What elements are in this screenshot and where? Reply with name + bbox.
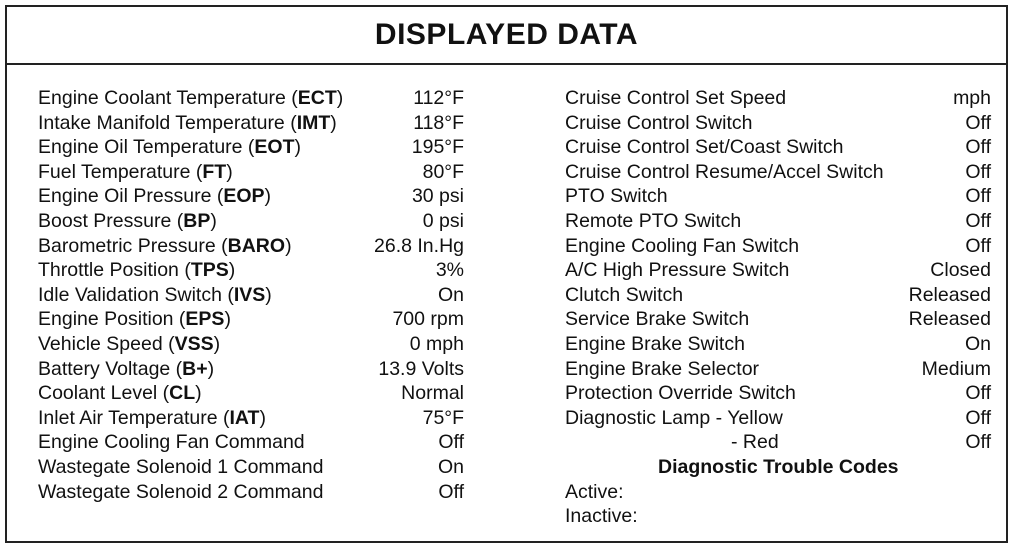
row-label: Idle Validation Switch (IVS) xyxy=(38,283,272,306)
row-value: Released xyxy=(908,308,991,331)
dtc-active-row xyxy=(565,480,991,505)
row-value: Off xyxy=(965,185,991,208)
row-value: 118°F xyxy=(413,111,464,134)
data-row-eop xyxy=(38,184,464,209)
row-value: 13.9 Volts xyxy=(378,357,464,380)
row-label: Intake Manifold Temperature (IMT) xyxy=(38,111,337,134)
data-row-cl xyxy=(38,381,464,406)
row-label: Engine Position (EPS) xyxy=(38,308,231,331)
row-value: Off xyxy=(965,111,991,134)
data-row-iat xyxy=(38,406,464,431)
row-label: Service Brake Switch xyxy=(565,308,750,331)
row-label: Remote PTO Switch xyxy=(565,209,742,232)
row-label: Engine Cooling Fan Switch xyxy=(565,234,800,257)
data-row-cruise-set-speed xyxy=(565,86,991,111)
row-value: Off xyxy=(965,160,991,183)
row-label: A/C High Pressure Switch xyxy=(565,259,790,282)
data-row-wastegate-1 xyxy=(38,455,464,480)
row-value: On xyxy=(964,332,991,355)
row-value: 75°F xyxy=(422,406,464,429)
dtc-inactive-row xyxy=(565,504,991,529)
data-row-lamp-yellow xyxy=(565,406,991,431)
row-value: Off xyxy=(438,431,464,454)
row-value: Released xyxy=(908,283,991,306)
row-value: Off xyxy=(965,209,991,232)
row-label: Cruise Control Resume/Accel Switch xyxy=(565,160,884,183)
dtc-heading: Diagnostic Trouble Codes xyxy=(658,455,899,478)
row-label: Coolant Level (CL) xyxy=(38,382,202,405)
data-row-fan-command xyxy=(38,430,464,455)
data-row-bp xyxy=(38,209,464,234)
dtc-inactive-label: Inactive: xyxy=(565,505,638,528)
row-value: Off xyxy=(965,406,991,429)
row-label: Engine Cooling Fan Command xyxy=(38,431,305,454)
row-label: PTO Switch xyxy=(565,185,668,208)
row-label: Fuel Temperature (FT) xyxy=(38,160,233,183)
row-value: mph xyxy=(953,87,991,109)
data-row-vss xyxy=(38,332,464,357)
row-label: Engine Coolant Temperature (ECT) xyxy=(38,87,344,109)
row-label: Engine Brake Switch xyxy=(565,332,745,355)
data-row-clutch-switch xyxy=(565,283,991,308)
row-value: 3% xyxy=(435,259,464,282)
data-row-battery xyxy=(38,357,464,382)
row-value: 80°F xyxy=(422,160,464,183)
data-row-cruise-switch xyxy=(565,111,991,136)
data-row-wastegate-2 xyxy=(38,480,464,505)
data-row-ac-high-pressure xyxy=(565,258,991,283)
data-row-cooling-fan-switch xyxy=(565,234,991,259)
row-label: Protection Override Switch xyxy=(565,382,796,405)
row-value: 30 psi xyxy=(411,185,464,208)
row-label: Battery Voltage (B+) xyxy=(38,357,215,380)
row-label: Barometric Pressure (BARO) xyxy=(38,234,292,257)
data-row-remote-pto xyxy=(565,209,991,234)
row-label: Clutch Switch xyxy=(565,283,684,306)
row-label: Engine Oil Temperature (EOT) xyxy=(38,136,302,159)
data-row-engine-brake-selector xyxy=(565,357,991,382)
row-value: 0 psi xyxy=(422,209,464,232)
page-title: DISPLAYED DATA xyxy=(374,18,639,51)
row-label: - Red xyxy=(731,431,779,454)
row-label: Diagnostic Lamp - Yellow xyxy=(565,406,783,429)
dtc-active-label: Active: xyxy=(565,480,624,503)
data-row-cruise-set-coast xyxy=(565,135,991,160)
row-label: Cruise Control Set/Coast Switch xyxy=(565,136,844,159)
data-row-ect xyxy=(38,86,464,111)
left-data-column xyxy=(38,86,464,504)
panel-header xyxy=(7,7,1006,65)
row-value: Off xyxy=(965,431,991,454)
row-label: Throttle Position (TPS) xyxy=(38,259,236,282)
row-label: Cruise Control Set Speed xyxy=(565,87,787,109)
data-row-protection-override xyxy=(565,381,991,406)
data-row-imt xyxy=(38,111,464,136)
data-row-lamp-red xyxy=(565,430,991,455)
row-value: 0 mph xyxy=(409,332,464,355)
row-value: On xyxy=(437,455,464,478)
row-label: Inlet Air Temperature (IAT) xyxy=(38,406,266,429)
row-value: On xyxy=(437,283,464,306)
row-value: 700 rpm xyxy=(392,308,464,331)
data-row-baro xyxy=(38,234,464,259)
row-label: Wastegate Solenoid 1 Command xyxy=(38,455,324,478)
data-row-cruise-resume-accel xyxy=(565,160,991,185)
displayed-data-panel xyxy=(5,5,1008,543)
right-data-column xyxy=(565,86,991,529)
row-value: 112°F xyxy=(413,87,464,109)
row-value: Normal xyxy=(401,382,464,405)
row-label: Wastegate Solenoid 2 Command xyxy=(38,480,324,503)
data-row-ft xyxy=(38,160,464,185)
row-value: Off xyxy=(965,234,991,257)
data-row-eps xyxy=(38,307,464,332)
row-value: 26.8 In.Hg xyxy=(374,234,464,257)
row-value: Medium xyxy=(921,357,991,380)
row-value: Off xyxy=(438,480,464,503)
row-value: Off xyxy=(965,382,991,405)
row-value: Closed xyxy=(930,259,991,282)
data-row-ivs xyxy=(38,283,464,308)
data-row-pto-switch xyxy=(565,184,991,209)
data-row-tps xyxy=(38,258,464,283)
row-label: Vehicle Speed (VSS) xyxy=(38,332,221,355)
row-value: 195°F xyxy=(411,136,464,159)
row-value: Off xyxy=(965,136,991,159)
row-label: Engine Brake Selector xyxy=(565,357,760,380)
data-row-service-brake xyxy=(565,307,991,332)
row-label: Boost Pressure (BP) xyxy=(38,209,217,232)
data-row-eot xyxy=(38,135,464,160)
row-label: Cruise Control Switch xyxy=(565,111,753,134)
data-row-engine-brake-switch xyxy=(565,332,991,357)
row-label: Engine Oil Pressure (EOP) xyxy=(38,185,272,208)
